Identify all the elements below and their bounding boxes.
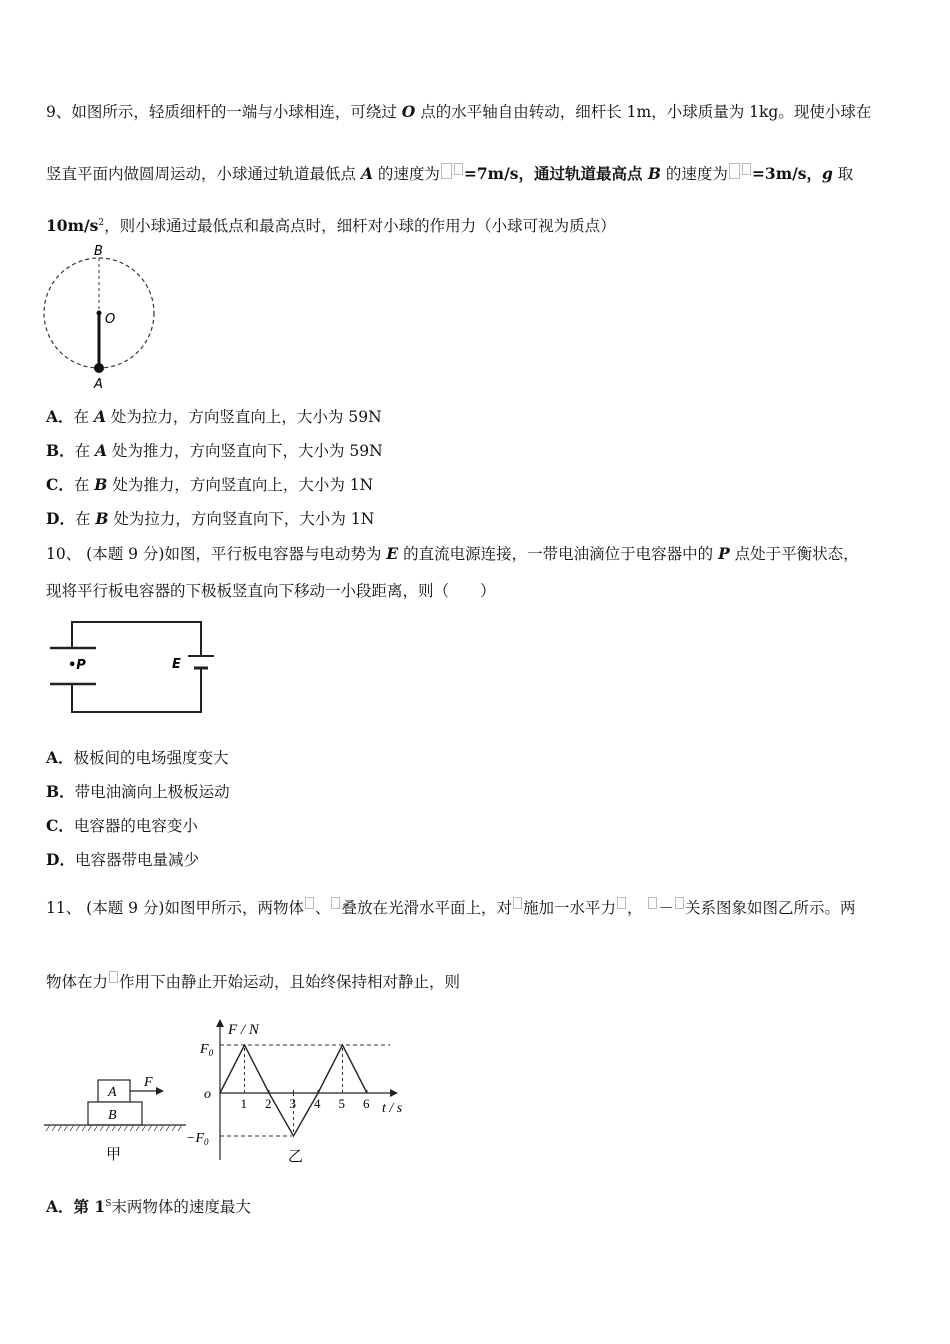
x-tick-label: 4	[314, 1096, 321, 1111]
x-axis-arrow	[390, 1089, 398, 1097]
q9-line1: 9、如图所示，轻质细杆的一端与小球相连，可绕过 O 点的水平轴自由转动，细杆长 1m，小球质量为 1kg。现使小球在	[46, 102, 872, 121]
pivot-dot	[97, 311, 102, 316]
x-tick-label: 5	[338, 1096, 345, 1111]
q11-line1: 11、 (本题 9 分)如图甲所示，两物体 、 叠放在光滑水平面上，对 施加一水平力 ， － 关系图象如图乙所示。两	[46, 899, 856, 917]
missing-glyph-icon	[513, 897, 522, 909]
q9-line2: 竖直平面内做圆周运动，小球通过轨道最低点 A 的速度为 =7m/s，通过轨道最高点 B 的速度为 =3m/s，g 取	[46, 164, 854, 183]
label-B: B	[108, 1108, 117, 1123]
x-axis-label: t / s	[382, 1101, 403, 1116]
origin-label: o	[204, 1087, 211, 1102]
missing-glyph-icon	[729, 163, 740, 179]
y-axis-label: F / N	[228, 1022, 259, 1038]
label-P: •P	[68, 658, 86, 673]
circuit-wire	[72, 622, 201, 656]
missing-glyph-icon	[305, 897, 314, 909]
caption-jia: 甲	[106, 1145, 122, 1163]
q9-circle-figure	[40, 242, 165, 392]
q10-line1: 10、 (本题 9 分)如图，平行板电容器与电动势为 E 的直流电源连接，一带电油滴位于电容器中的 P 点处于平衡状态，	[46, 544, 859, 563]
q9-option-c[interactable]: C．在 B 处为推力，方向竖直向上，大小为 1N	[46, 475, 374, 494]
missing-glyph-icon	[617, 897, 626, 909]
missing-glyph-icon	[675, 897, 684, 909]
q9-option-d[interactable]: D．在 B 处为拉力，方向竖直向下，大小为 1N	[46, 509, 375, 528]
q10-option-a[interactable]: A．极板间的电场强度变大	[46, 748, 229, 767]
q9-line3: $10m/s^2$，则小球通过最低点和最高点时，细杆对小球的作用力（小球可视为质点）	[46, 216, 616, 236]
f0-label: $F_0$	[200, 1042, 214, 1058]
missing-glyph-icon	[454, 163, 463, 175]
q11-figure-yi	[186, 1015, 420, 1170]
ball	[94, 363, 104, 373]
label-F: F	[144, 1075, 153, 1090]
q11-figure-jia	[44, 1070, 189, 1165]
q10-option-d[interactable]: D．电容器带电量减少	[46, 850, 199, 869]
q10-circuit-figure	[46, 618, 216, 718]
q9-option-b[interactable]: B．在 A 处为推力，方向竖直向下，大小为 59N	[46, 441, 383, 460]
negf0-label: $-F_0$	[186, 1131, 209, 1147]
q10-option-b[interactable]: B．带电油滴向上极板运动	[46, 782, 230, 801]
label-A: A	[94, 377, 103, 392]
y-axis-arrow	[216, 1019, 224, 1027]
ground-hatch	[46, 1125, 182, 1131]
x-tick-label: 3	[289, 1096, 296, 1111]
x-tick-label: 6	[363, 1096, 370, 1111]
q10-option-c[interactable]: C．电容器的电容变小	[46, 816, 198, 835]
label-O: O	[105, 312, 116, 327]
x-tick-label: 1	[240, 1096, 247, 1111]
missing-glyph-icon	[441, 163, 452, 179]
missing-glyph-icon	[742, 163, 751, 175]
label-A: A	[108, 1085, 117, 1100]
force-arrow-head	[156, 1087, 164, 1095]
missing-glyph-icon	[109, 971, 118, 983]
circuit-wire-bottom	[72, 668, 201, 712]
q10-line2: 现将平行板电容器的下极板竖直向下移动一小段距离，则（ ）	[46, 582, 496, 600]
x-tick-labels	[241, 1045, 371, 1136]
x-tick-label: 2	[265, 1096, 272, 1111]
label-E: E	[172, 657, 181, 672]
missing-glyph-icon	[331, 897, 340, 909]
q9-option-a[interactable]: A．在 A 处为拉力，方向竖直向上，大小为 59N	[46, 407, 382, 426]
caption-yi: 乙	[288, 1147, 304, 1165]
q11-option-a[interactable]: A．第 $1^S$末两物体的速度最大	[46, 1197, 251, 1217]
missing-glyph-icon	[648, 897, 657, 909]
label-B: B	[94, 244, 103, 259]
q11-line2: 物体在力 作用下由静止开始运动，且始终保持相对静止，则	[46, 973, 461, 991]
